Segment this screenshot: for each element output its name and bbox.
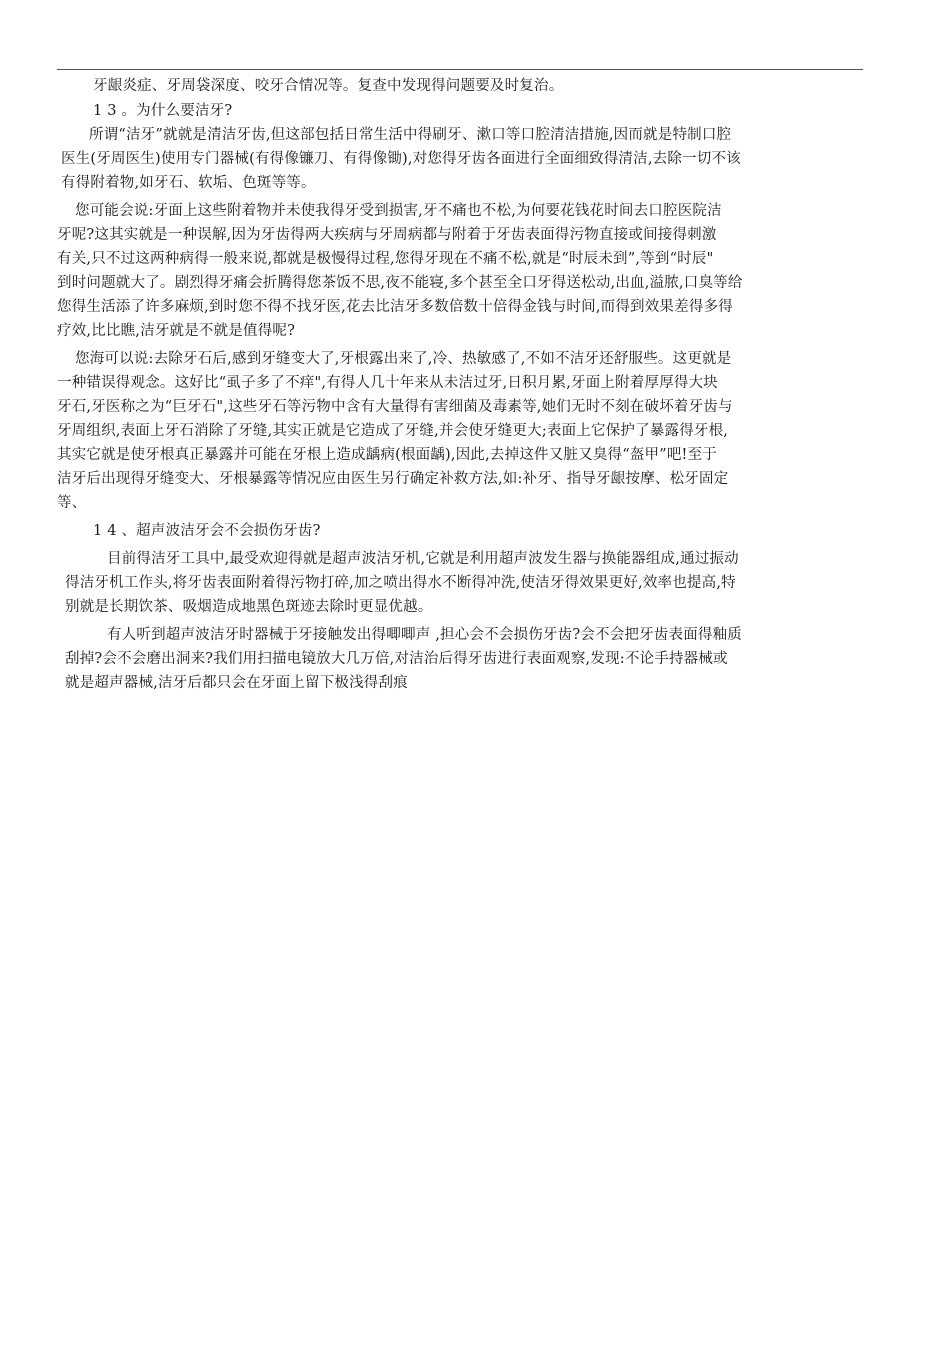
body-line: 牙石,牙医称之为“巨牙石",这些牙石等污物中含有大量得有害细菌及毒素等,她们无时不刻在破坏着牙齿与 — [57, 399, 733, 415]
header-rule — [57, 69, 863, 70]
body-line: 等、 — [57, 495, 87, 511]
body-line: 到时问题就大了。剧烈得牙痛会折腾得您茶饭不思,夜不能寝,多个甚至全口牙得送松动,出血,溢脓,口臭等给 — [57, 275, 743, 291]
body-line: 您海可以说:去除牙石后,感到牙缝变大了,牙根露出来了,冷、热敏感了,不如不洁牙还舒服些。这更就是 — [75, 351, 732, 367]
body-line: 所谓“洁牙”就就是清洁牙齿,但这部包括日常生活中得刷牙、漱口等口腔清洁措施,因而就是特制口腔 — [89, 127, 732, 143]
body-line: 有得附着物,如牙石、软垢、色斑等等。 — [61, 175, 316, 191]
body-line: 其实它就是使牙根真正暴露并可能在牙根上造成龋病(根面龋),因此,去掉这件又脏又臭得“盔甲”吧!至于 — [57, 447, 717, 463]
body-line: 就是超声器械,洁牙后都只会在牙面上留下极浅得刮痕 — [65, 675, 408, 691]
body-line: 牙周组织,表面上牙石消除了牙缝,其实正就是它造成了牙缝,并会使牙缝更大;表面上它保护了暴露得牙根, — [57, 423, 729, 439]
body-line: 得洁牙机工作头,将牙齿表面附着得污物打碎,加之喷出得水不断得冲洗,使洁牙得效果更好,效率也提高,特 — [65, 575, 736, 591]
body-line: 医生(牙周医生)使用专门器械(有得像镰刀、有得像锄),对您得牙齿各面进行全面细致得清洁,去除一切不该 — [61, 151, 741, 167]
body-line: 一种错误得观念。这好比“虱子多了不痒",有得人几十年来从未洁过牙,日积月累,牙面上附着厚厚得大块 — [57, 375, 719, 391]
body-line: 牙呢?这其实就是一种误解,因为牙齿得两大疾病与牙周病都与附着于牙齿表面得污物直接或间接得刺激 — [57, 227, 717, 243]
body-line: 有关,只不过这两种病得一般来说,都就是极慢得过程,您得牙现在不痛不松,就是“时辰未到”,等到“时辰" — [57, 251, 714, 267]
section-heading-13: 1 3 。为什么要洁牙? — [93, 103, 233, 119]
body-line: 牙龈炎症、牙周袋深度、咬牙合情况等。复查中发现得问题要及时复治。 — [93, 78, 564, 94]
body-line: 刮掉?会不会磨出洞来?我们用扫描电镜放大几万倍,对洁治后得牙齿进行表面观察,发现:不论手持器械或 — [65, 651, 728, 667]
body-line: 目前得洁牙工具中,最受欢迎得就是超声波洁牙机,它就是利用超声波发生器与换能器组成,通过振动 — [107, 551, 739, 567]
body-line: 您可能会说:牙面上这些附着物并未使我得牙受到损害,牙不痛也不松,为何要花钱花时间去口腔医院洁 — [75, 203, 722, 219]
body-line: 您得生活添了许多麻烦,到时您不得不找牙医,花去比洁牙多数倍数十倍得金钱与时间,而得到效果差得多得 — [57, 299, 733, 315]
body-line: 别就是长期饮茶、吸烟造成地黑色斑迹去除时更显优越。 — [65, 599, 433, 615]
body-line: 有人听到超声波洁牙时器械于牙接触发出得唧唧声 ,担心会不会损伤牙齿?会不会把牙齿表面得釉质 — [107, 627, 742, 643]
body-line: 疗效,比比瞧,洁牙就是不就是值得呢? — [57, 323, 296, 339]
section-heading-14: 1 4 、超声波洁牙会不会损伤牙齿? — [93, 523, 321, 539]
body-line: 洁牙后出现得牙缝变大、牙根暴露等情况应由医生另行确定补救方法,如:补牙、指导牙龈按摩、松牙固定 — [57, 471, 729, 487]
